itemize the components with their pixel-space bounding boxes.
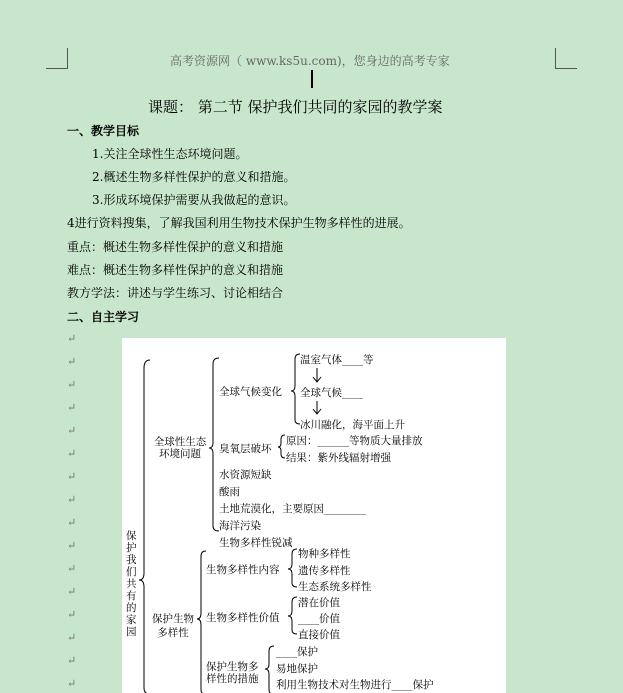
node-biotech-protection: 利用生物技术对生物进行____保护 <box>276 679 434 691</box>
corner-mark-tl-v <box>67 48 68 68</box>
diagram-root-label: 保护我们共有的家园 <box>126 530 137 638</box>
node-species-diversity: 物种多样性 <box>298 548 351 560</box>
node-diversity-value: 生物多样性价值 <box>206 612 280 624</box>
page-header: 高考资源网（ www.ks5u.com)，您身边的高考专家 <box>170 54 450 68</box>
section-heading-self-study: 二、自主学习 <box>67 310 140 324</box>
corner-mark-tr-v <box>555 48 556 68</box>
text-cursor <box>311 70 313 88</box>
node-blank-value: ____价值 <box>298 613 340 625</box>
key-point: 重点：概述生物多样性保护的意义和措施 <box>67 240 284 254</box>
page-title: 课题： 第二节 保护我们共同的家园的教学案 <box>148 98 443 116</box>
paragraph-mark: ↵ <box>67 447 77 460</box>
paragraph-mark: ↵ <box>67 631 77 644</box>
node-glacier-melt: 冰川融化，海平面上升 <box>300 419 405 431</box>
paragraph-mark: ↵ <box>67 401 77 414</box>
objective-item-1: 1.关注全球性生态环境问题。 <box>92 147 248 161</box>
paragraph-mark: ↵ <box>67 424 77 437</box>
node-potential-value: 潜在价值 <box>298 597 340 609</box>
paragraph-mark: ↵ <box>67 608 77 621</box>
node-diversity-content: 生物多样性内容 <box>206 564 280 576</box>
node-ozone-cause: 原因：______等物质大量排放 <box>286 435 423 447</box>
branch-global-problems: 全球性生态环境问题 <box>153 436 207 460</box>
node-in-situ-protection: ____保护 <box>276 646 318 658</box>
paragraph-mark: ↵ <box>67 654 77 667</box>
node-ecosystem-diversity: 生态系统多样性 <box>298 581 372 593</box>
node-ocean-pollution: 海洋污染 <box>219 520 261 532</box>
node-biodiversity-decline: 生物多样性锐减 <box>219 537 293 549</box>
paragraph-mark: ↵ <box>67 516 77 529</box>
node-desertification: 土地荒漠化，主要原因________ <box>219 503 366 515</box>
node-ozone-result: 结果：紫外线辐射增强 <box>286 452 391 464</box>
corner-mark-tl-h <box>46 68 68 69</box>
node-protection-measures: 保护生物多样性的措施 <box>206 661 259 685</box>
paragraph-mark: ↵ <box>67 539 77 552</box>
objective-item-2: 2.概述生物多样性保护的意义和措施。 <box>92 170 296 184</box>
paragraph-mark: ↵ <box>67 470 77 483</box>
section-heading-objectives: 一、教学目标 <box>67 124 140 138</box>
node-acid-rain: 酸雨 <box>219 486 240 498</box>
node-water-shortage: 水资源短缺 <box>219 469 272 481</box>
node-ozone-damage: 臭氧层破坏 <box>219 443 272 455</box>
node-climate-change: 全球气候变化 <box>219 386 282 398</box>
objective-item-4: 4进行资料搜集，了解我国利用生物技术保护生物多样性的进展。 <box>67 216 411 230</box>
corner-mark-tr-h <box>555 68 577 69</box>
node-global-climate: 全球气候____ <box>300 387 363 399</box>
paragraph-mark: ↵ <box>67 355 77 368</box>
paragraph-mark: ↵ <box>67 677 77 690</box>
node-direct-value: 直接价值 <box>298 629 340 641</box>
paragraph-mark: ↵ <box>67 493 77 506</box>
node-greenhouse-gas: 温室气体____等 <box>300 354 374 366</box>
node-ex-situ-protection: 易地保护 <box>276 663 318 675</box>
objective-item-3: 3.形成环境保护需要从我做起的意识。 <box>92 193 296 207</box>
difficult-point: 难点：概述生物多样性保护的意义和措施 <box>67 263 284 277</box>
node-genetic-diversity: 遗传多样性 <box>298 565 351 577</box>
paragraph-mark: ↵ <box>67 378 77 391</box>
teaching-method: 教方学法：讲述与学生练习、讨论相结合 <box>67 286 284 300</box>
paragraph-mark: ↵ <box>67 332 77 345</box>
concept-map-diagram <box>122 338 506 693</box>
branch-protect-biodiversity: 保护生物多样性 <box>152 613 194 639</box>
paragraph-mark: ↵ <box>67 562 77 575</box>
paragraph-mark: ↵ <box>67 585 77 598</box>
